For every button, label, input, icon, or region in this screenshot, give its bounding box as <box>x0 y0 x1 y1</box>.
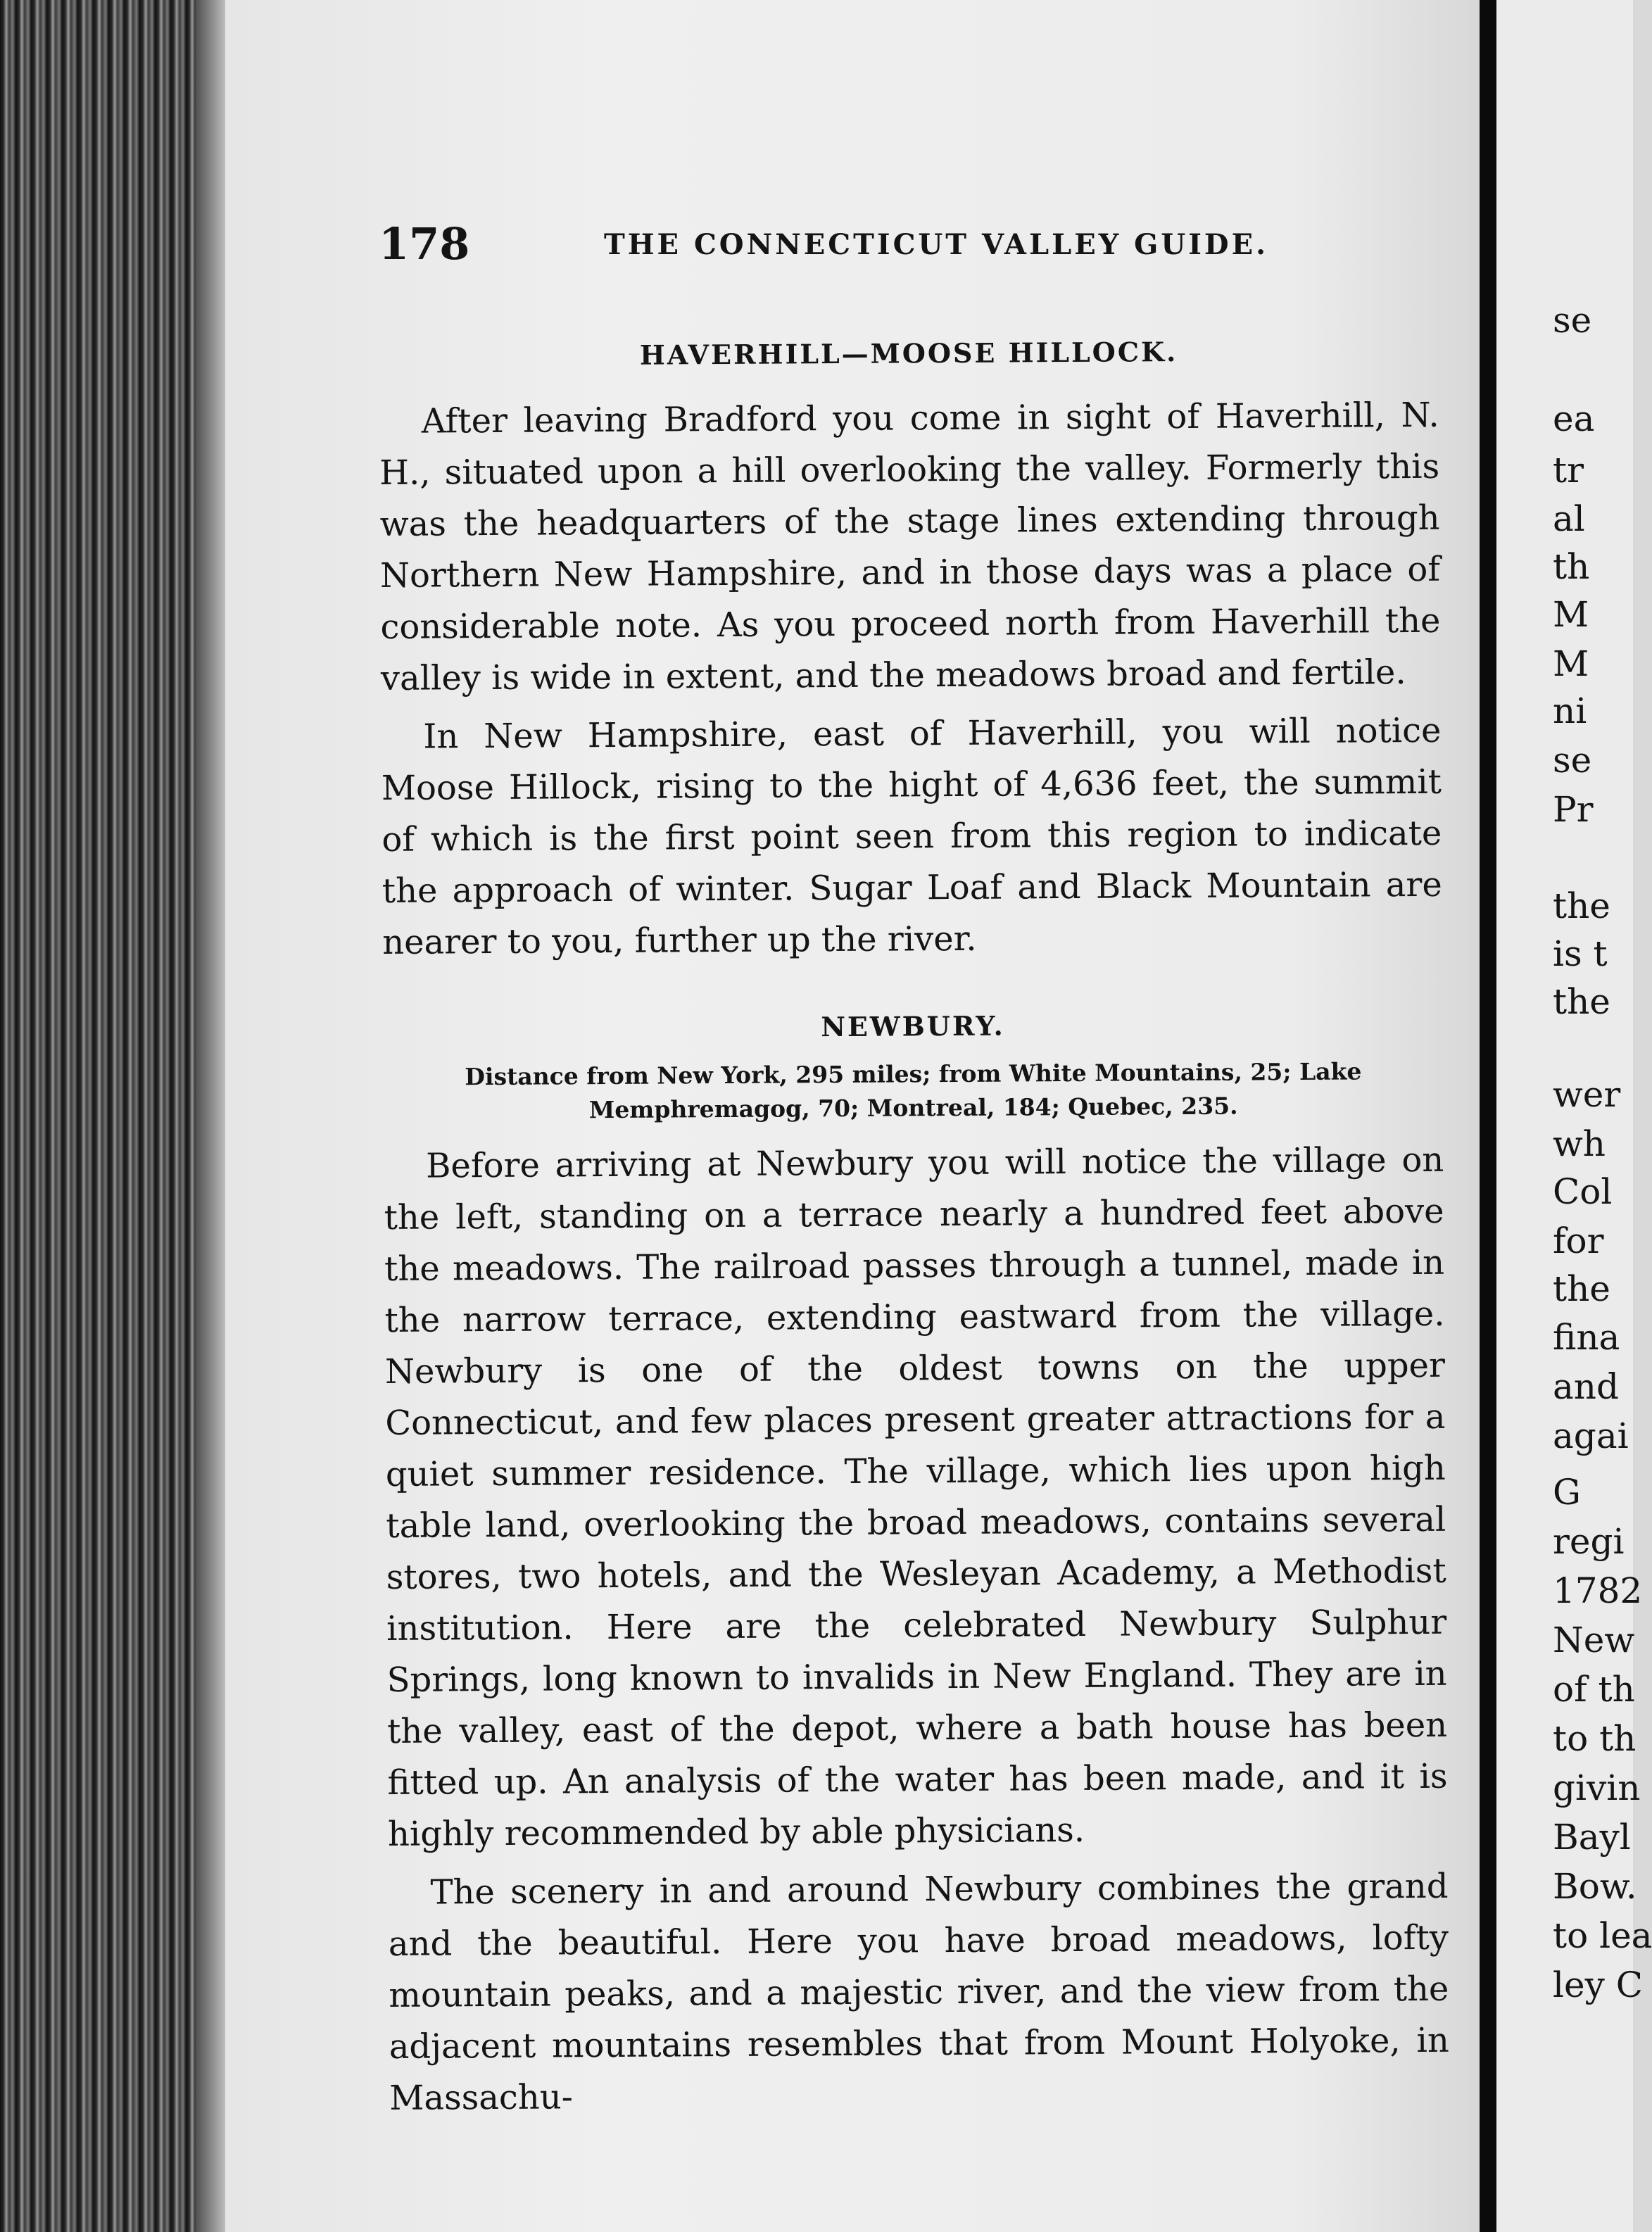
facing-fragment: G <box>1553 1472 1581 1513</box>
facing-fragment: to lea <box>1553 1915 1652 1956</box>
distance-note: Distance from New York, 295 miles; from White Mountains, 25; Lake Memphremagog, 70; Montreal, 184; Quebec, 235. <box>465 1057 1362 1124</box>
facing-fragment: ea <box>1553 398 1595 439</box>
facing-fragment: Pr <box>1553 789 1594 830</box>
facing-fragment: New <box>1553 1620 1635 1660</box>
facing-fragment: al <box>1553 498 1585 539</box>
facing-fragment: tr <box>1553 450 1584 491</box>
facing-fragment: wer <box>1553 1074 1621 1115</box>
facing-fragment: 1782 <box>1553 1570 1643 1611</box>
facing-fragment: wh <box>1553 1123 1606 1164</box>
facing-fragment: givin <box>1553 1767 1641 1808</box>
facing-fragment: Bayl <box>1553 1817 1631 1858</box>
facing-fragment: M <box>1553 643 1589 684</box>
section-heading-newbury: NEWBURY. <box>821 1009 1005 1043</box>
section-heading-haverhill: HAVERHILL—MOOSE HILLOCK. <box>639 336 1178 371</box>
facing-fragment: is t <box>1553 933 1608 974</box>
facing-fragment: the <box>1553 1268 1610 1309</box>
facing-fragment: and <box>1553 1366 1620 1407</box>
facing-fragment: agai <box>1553 1416 1629 1456</box>
facing-fragment: ley C <box>1553 1965 1643 2005</box>
book-gutter <box>1480 0 1496 2232</box>
facing-fragment: fina <box>1553 1317 1620 1358</box>
book-page-edges <box>0 0 225 2232</box>
facing-fragment: of th <box>1553 1669 1635 1710</box>
facing-fragment: Bow. <box>1553 1866 1637 1907</box>
page-body <box>379 332 1449 2125</box>
paragraph-newbury-1: Before arriving at Newbury you will notice the village on the left, standing on a terrace nearly a hundred feet above the meadows. The railroad passes through a tunnel, made in the narrow terrace, extending eastward from the village. Newbury is one of the oldest towns on the upper Connecticut, and few places present greater attractions for a quiet summer residence. The village, which lies upon high table land, overlooking the broad meadows, contains several stores, two hotels, and the Wesleyan Academy, a Methodist institution. Here are the celebrated Newbury Sulphur Springs, long known to invalids in New England. They are in the valley, east of the depot, where a bath house has been fitted up. An analysis of the water has been made, and it is highly recommended by able physicians. <box>384 1140 1448 1855</box>
facing-fragment: regi <box>1553 1521 1625 1562</box>
facing-fragment: the <box>1553 981 1610 1022</box>
running-title: THE CONNECTICUT VALLEY GUIDE. <box>604 228 1269 261</box>
facing-page <box>1496 0 1652 2232</box>
facing-fragment: the <box>1553 885 1610 926</box>
facing-fragment: th <box>1553 546 1590 587</box>
facing-fragment: M <box>1553 594 1589 635</box>
facing-fragment: se <box>1553 300 1592 341</box>
paragraph-newbury-2: The scenery in and around Newbury combines the grand and the beautiful. Here you have broad meadows, lofty mountain peaks, and a majestic river, and the view from the adjacent mountains resembles that from Mount Holyoke, in Massachu- <box>388 1867 1449 2119</box>
page-number: 178 <box>379 218 470 270</box>
facing-fragment: se <box>1553 740 1592 781</box>
facing-fragment: ni <box>1553 691 1587 731</box>
paragraph-haverhill-2: In New Hampshire, east of Haverhill, you will notice Moose Hillock, rising to the hight of 4,636 feet, the summit of which is the first point seen from this region to indicate the approach of winter. Sugar Loaf and Black Mountain are nearer to you, further up the river. <box>381 710 1442 963</box>
facing-fragment: to th <box>1553 1718 1637 1759</box>
facing-fragment: for <box>1553 1221 1604 1261</box>
facing-fragment: Col <box>1553 1171 1613 1212</box>
page-header <box>379 218 1449 270</box>
paragraph-haverhill-1: After leaving Bradford you come in sight of Haverhill, N. H., situated upon a hill overlooking the valley. Formerly this was the headquarters of the stage lines extending through Northern New Hampshire, and in those days was a place of considerable note. As you proceed north from Haverhill the valley is wide in extent, and the meadows broad and fertile. <box>379 395 1441 699</box>
